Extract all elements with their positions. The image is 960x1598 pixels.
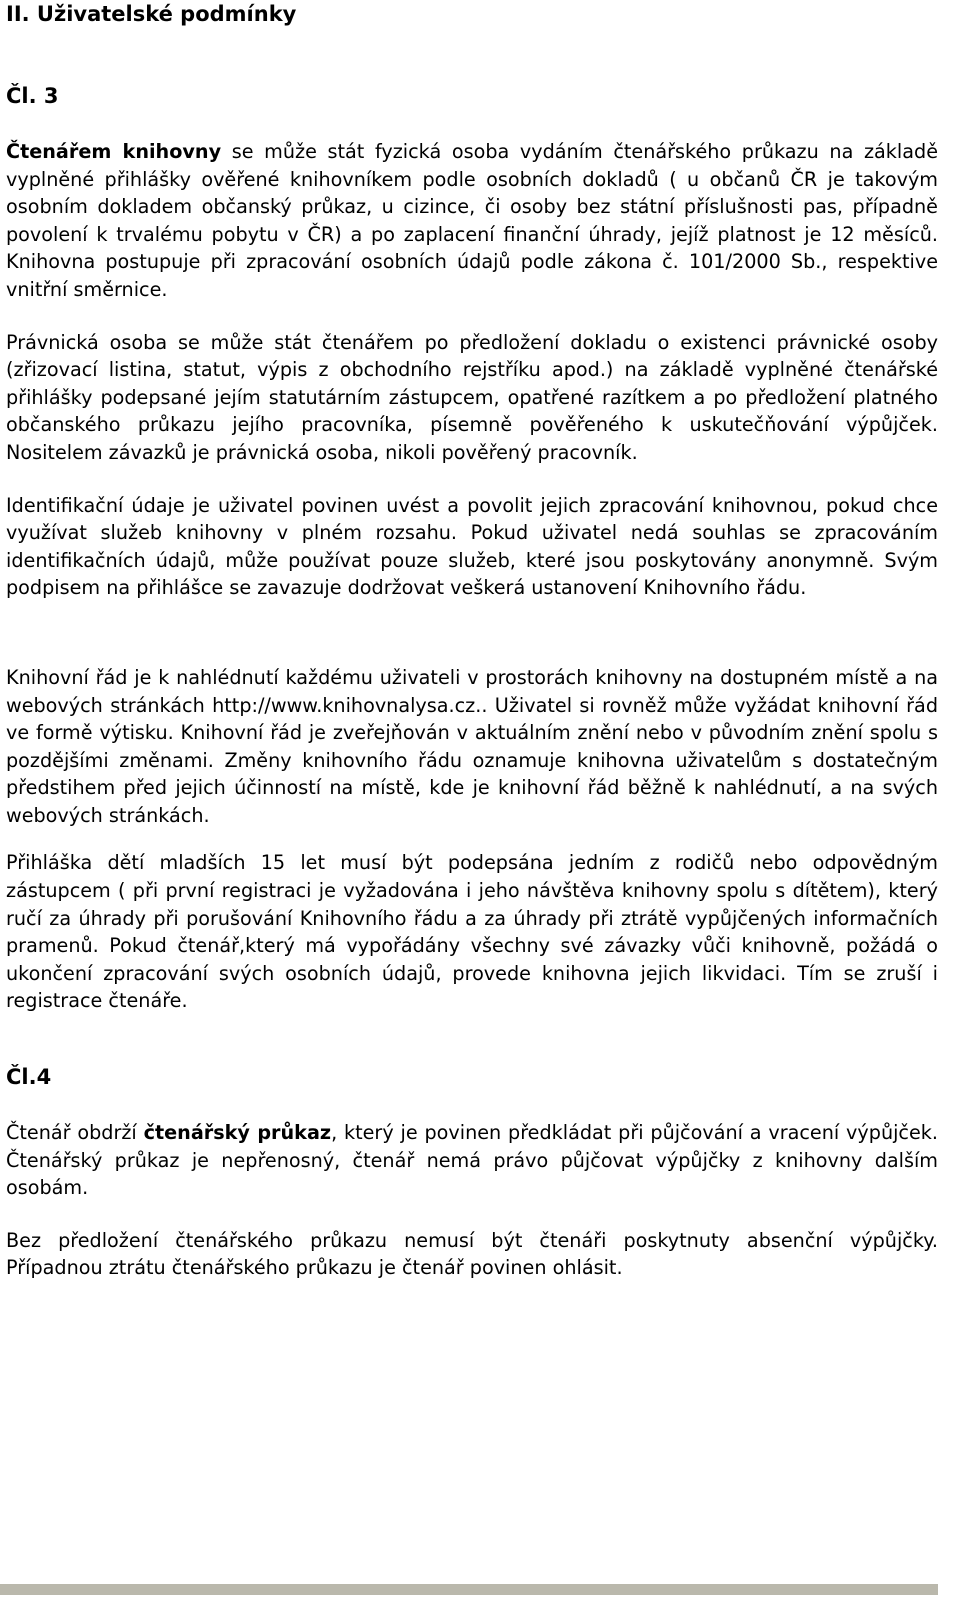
document-page [6,0,938,1282]
article-3-paragraph-5: Přihláška dětí mladších 15 let musí být podepsána jedním z rodičů nebo odpovědným zástupcem ( při první registraci je vyžadována i jeho návštěva knihovny spolu s dítětem), který ručí za úhrady při porušování Knihovního řádu a za úhrady při ztrátě vypůjčených informačních pramenů. Pokud čtenář,který má vypořádány všechny své závazky vůči knihovně, požádá o ukončení zpracování svých osobních údajů, provede knihovna jejich likvidaci. Tím se zruší i registrace čtenáře. [6,851,938,1013]
article-3-paragraph-2: Právnická osoba se může stát čtenářem po předložení dokladu o existenci právnické osoby (zřizovací listina, statut, výpis z obchodního rejstříku apod.) na základě vyplněné čtenářské přihlášky podepsané jejím statutárním zástupcem, opatřené razítkem a po předložení platného občanského průkazu jejího pracovníka, písemně pověřeného k uskutečňování výpůjček. Nositelem závazků je právnická osoba, nikoli pověřený pracovník. [6,330,938,464]
article-3-paragraph-1 [6,138,938,304]
section-title: II. Uživatelské podmínky [6,2,297,26]
article-4-heading: Čl.4 [6,1065,52,1090]
article-4-paragraph-1-pre: Čtenář obdrží [6,1121,144,1145]
article-4-paragraph-2: Bez předložení čtenářského průkazu nemusí být čtenáři poskytnuty absenční výpůjčky. Případnou ztrátu čtenářského průkazu je čtenář povinen ohlásit. [6,1228,938,1280]
article-3-paragraph-1-text: se může stát fyzická osoba vydáním čtenářského průkazu na základě vyplněné přihlášky ověřené knihovníkem podle osobních dokladů ( u občanů ČR je takovým osobním dokladem občanský průkaz, u cizince, či osoby bez státní příslušnosti pas, případně povolení k trvalému pobytu v ČR) a po zaplacení finanční úhrady, jejíž platnost je 12 měsíců. Knihovna postupuje při zpracování osobních údajů podle zákona č. 101/2000 Sb., respektive vnitřní směrnice. [6,140,938,301]
reader-definition-bold: Čtenářem knihovny [6,140,222,163]
footer-bar [0,1584,938,1595]
article-3-heading: Čl. 3 [6,84,59,108]
reader-card-bold: čtenářský průkaz [143,1121,332,1145]
article-3-paragraph-4: Knihovní řád je k nahlédnutí každému uživateli v prostorách knihovny na dostupném místě a na webových stránkách http://www.knihovnalysa.cz.. Uživatel si rovněž může vyžádat knihovní řád ve formě výtisku. Knihovní řád je zveřejňován v aktuálním znění nebo v původním znění spolu s pozdějšími změnami. Změny knihovního řádu oznamuje knihovna uživatelům s dostatečným předstihem před jejich účinností na místě, kde je knihovní řád běžně k nahlédnutí, a na svých webových stránkách. [6,665,938,827]
article-4-paragraph-1-post: , který je povinen předkládat při půjčování a vracení výpůjček. Čtenářský průkaz je nepřenosný, čtenář nemá právo půjčovat výpůjčky z knihovny dalším osobám. [6,1121,938,1200]
article-3-paragraph-3: Identifikační údaje je uživatel povinen uvést a povolit jejich zpracování knihovnou, pokud chce využívat služeb knihovny v plném rozsahu. Pokud uživatel nedá souhlas se zpracováním identifikačních údajů, může používat pouze služeb, které jsou poskytovány anonymně. Svým podpisem na přihlášce se zavazuje dodržovat veškerá ustanovení Knihovního řádu. [6,493,938,600]
article-4-paragraph-1 [6,1119,938,1202]
